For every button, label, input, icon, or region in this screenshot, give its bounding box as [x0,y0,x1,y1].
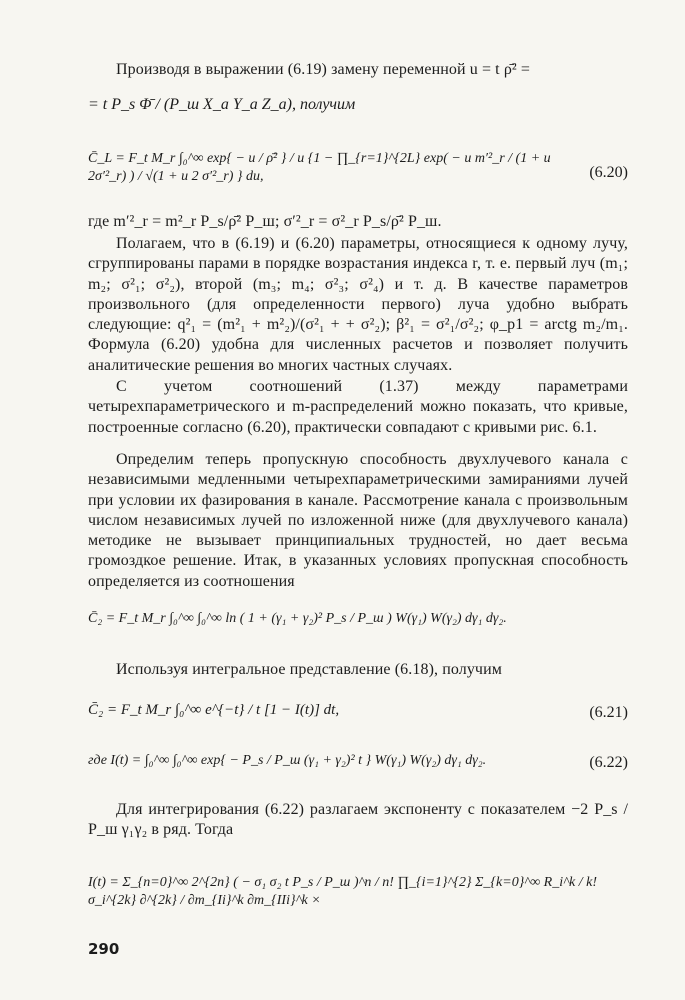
intro-line: Производя в выражении (6.19) замену переменной u = t ρ̄² = [116,61,531,78]
paragraph-capacity: Определим теперь пропускную способность двухлучевого канала с независимыми медленными четырехпараметрическими замираниями лучей при условии их фазирования в канале. Рассмотрение канала с произвольным числом независимых лучей по изложенной ниже (для двухлучевого канала) методике не вызывает принципиальных трудностей, но дает весьма громоздкое решение. Итак, в указанных условиях пропускная способность определяется из соотношения [88,451,628,590]
paragraph-relations: С учетом соотношений (1.37) между параметрами четырехпараметрического и m-распределений можно показать, что кривые, построенные согласно (6.20), практически совпадают с кривыми рис. 6.1. [88,378,628,436]
where-line: где m′²_r = m²_r P_s/ρ̄² P_ш; σ′²_r = σ²_r P_s/ρ̄² P_ш. [88,213,442,230]
equation-capacity-two-ray: C̄₂ = F_t M_r ∫₀^∞ ∫₀^∞ ln ( 1 + (γ₁ + γ₂)² P_s / P_ш ) W(γ₁) W(γ₂) dγ₁ dγ₂. [88,611,507,626]
paragraph-series-expansion: Для интегрирования (6.22) разлагаем экспоненту с показателем −2 P_s / P_ш γ₁γ₂ в ряд. Тогда [88,801,628,839]
equation-6-22: где I(t) = ∫₀^∞ ∫₀^∞ exp{ − P_s / P_ш (γ₁ + γ₂)² t } W(γ₁) W(γ₂) dγ₁ dγ₂. (6.22) [88,753,628,771]
paragraph-parameters: Полагаем, что в (6.19) и (6.20) параметры, относящиеся к одному лучу, сгруппированы парами в порядке возрастания индекса r, т. е. первый луч (m₁; m₂; σ²₁; σ²₂), второй (m₃; m₄; σ²₃; σ²₄) и т. д. В качестве параметров произвольного (для определенности первого) луча удобно выбрать следующие: q²₁ = (m²₁ + m²₂)/(σ²₁ + + σ²₂); β²₁ = σ²₁/σ²₂; φ_p1 = arctg m₂/m₁. Формула (6.20) удобна для численных расчетов и позволяет получить аналитические решения во многих частных случаях. [88,235,628,374]
equation-number: (6.22) [589,754,628,771]
equation-6-21: C̄₂ = F_t M_r ∫₀^∞ e^{−t} / t [1 − I(t)] dt, (6.21) [88,702,628,721]
equation-number: (6.20) [589,164,628,181]
page-number: 290 [88,940,120,958]
equation-number: (6.21) [589,704,628,721]
equation-substitution: = t P_s Φ̄ / (P_ш X_a Y_a Z_a), получим [88,96,356,113]
paragraph-integral-representation: Используя интегральное представление (6.18), получим [116,661,502,678]
equation-series: I(t) = Σ_{n=0}^∞ 2^{2n} ( − σ₁ σ₂ t P_s / P_ш )^n / n! ∏_{i=1}^{2} Σ_{k=0}^∞ R_i^k / k! σ_i^{2k} ∂^{2k} / ∂m_{Ii}^k ∂m_{IIi}^k × [88,875,598,908]
equation-6-20: C̄_L = F_t M_r ∫₀^∞ exp{ − u / ρ̄² } / u {1 − ∏_{r=1}^{2L} exp( − u m′²_r / (1 + u 2σ′²_r) ) / √(1 + u 2 σ′²_r) } du, (6.20) [88,151,628,184]
